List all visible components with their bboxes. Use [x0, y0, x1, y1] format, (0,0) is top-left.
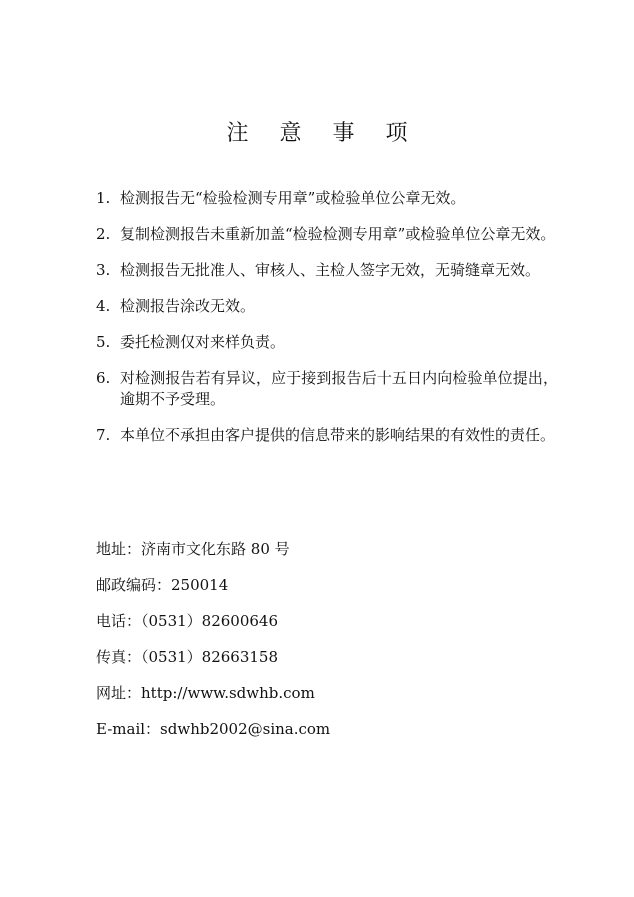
contact-website: 网址：http://www.sdwhb.com: [96, 684, 315, 702]
notice-list: [96, 188, 558, 461]
contact-postcode: 邮政编码：250014: [96, 576, 229, 594]
notice-text: 委托检测仅对来样负责。: [120, 333, 286, 351]
notice-item: [96, 332, 558, 353]
notice-number: 5.: [96, 333, 111, 351]
notice-item: [96, 296, 558, 317]
notice-text: 对检测报告若有异议，应于接到报告后十五日内向检验单位提出，逾期不予受理。: [120, 369, 558, 408]
title-char: 意: [279, 121, 302, 146]
notice-text: 检测报告无批准人、审核人、主检人签字无效，无骑缝章无效。: [120, 261, 541, 279]
notice-text: 复制检测报告未重新加盖“检验检测专用章”或检验单位公章无效。: [120, 225, 556, 243]
notice-number: 1.: [96, 189, 111, 207]
notice-item: [96, 260, 558, 281]
notice-text: 本单位不承担由客户提供的信息带来的影响结果的有效性的责任。: [120, 426, 556, 444]
title-char: 注: [226, 121, 249, 146]
page-title: [0, 116, 634, 147]
notice-number: 2.: [96, 225, 111, 243]
notice-item: [96, 425, 558, 446]
notice-number: 7.: [96, 426, 111, 444]
contact-address: 地址：济南市文化东路 80 号: [96, 540, 290, 558]
contact-fax: 传真：（0531）82663158: [96, 648, 279, 666]
notice-item: [96, 224, 558, 245]
contact-info: [96, 539, 558, 755]
notice-text: 检测报告无“检验检测专用章”或检验单位公章无效。: [120, 189, 466, 207]
notice-number: 6.: [96, 369, 111, 387]
notice-item: [96, 368, 558, 410]
title-char: 项: [385, 121, 408, 146]
notice-number: 4.: [96, 297, 111, 315]
notice-number: 3.: [96, 261, 111, 279]
title-char: 事: [332, 121, 355, 146]
notice-text: 检测报告涂改无效。: [120, 297, 256, 315]
notice-item: [96, 188, 558, 209]
contact-email: E-mail：sdwhb2002@sina.com: [96, 720, 331, 738]
contact-phone: 电话：（0531）82600646: [96, 612, 279, 630]
